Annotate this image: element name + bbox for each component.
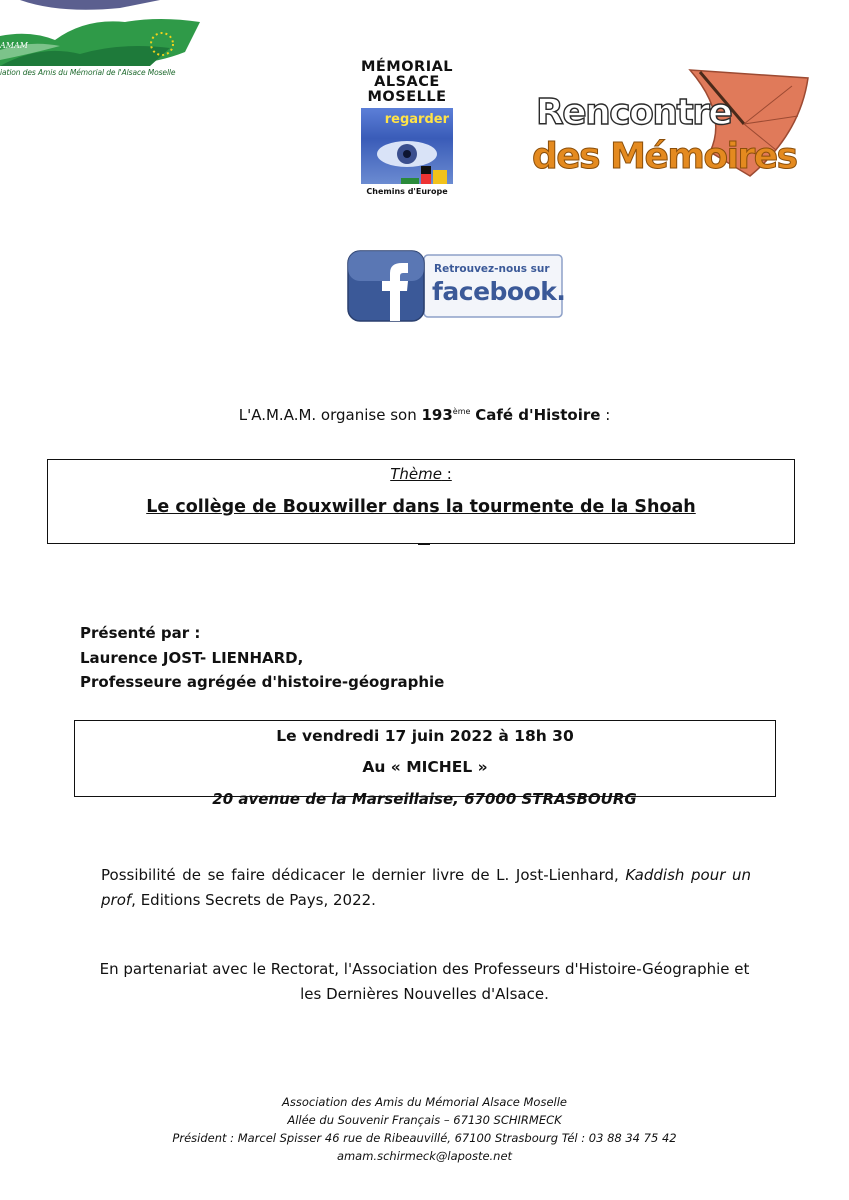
dedication-paragraph bbox=[101, 863, 751, 913]
facebook-badge-caption: Retrouvez-nous sur bbox=[434, 263, 550, 275]
dedication-text: Possibilité de se faire dédicacer le dernier livre de L. Jost-Lienhard, bbox=[101, 866, 626, 884]
partnership-paragraph bbox=[0, 957, 849, 1007]
presenter-name: Laurence JOST- LIENHARD, bbox=[80, 648, 304, 667]
amam-logo-graphic bbox=[0, 0, 205, 70]
amam-logo bbox=[0, 0, 205, 84]
footer-president: Président : Marcel Spisser 46 rue de Ribeauvillé, 67100 Strasbourg Tél : 03 88 34 75 42 bbox=[172, 1131, 677, 1145]
intro-prefix: L'A.M.A.M. organise son bbox=[238, 406, 422, 424]
rencontre-logo-line-1: Rencontre bbox=[536, 92, 732, 133]
footer-association: Association des Amis du Mémorial Alsace Moselle bbox=[281, 1095, 567, 1109]
amam-logo-tag: AMAM bbox=[0, 41, 28, 50]
facebook-wordmark: facebook. bbox=[432, 277, 566, 306]
memorial-logo-eye-image bbox=[361, 108, 453, 184]
rencontre-logo-line-2: des Mémoires bbox=[532, 136, 797, 177]
dedication-rest: , Editions Secrets de Pays, 2022. bbox=[131, 891, 376, 909]
memorial-logo-caption: Chemins d'Europe bbox=[366, 187, 448, 196]
intro-suffix: : bbox=[600, 406, 611, 424]
memorial-logo-line-1: MÉMORIAL bbox=[360, 59, 454, 75]
presenter-block bbox=[80, 621, 444, 695]
footer-email: amam.schirmeck@laposte.net bbox=[336, 1149, 513, 1163]
memorial-logo-line-2: ALSACE bbox=[374, 74, 440, 90]
memorial-logo-regarder: regarder bbox=[384, 112, 449, 127]
footer bbox=[0, 1093, 849, 1165]
footer-address: Allée du Souvenir Français – 67130 SCHIRMECK bbox=[287, 1113, 562, 1127]
amam-logo-caption: iation des Amis du Mémorial de l'Alsace Moselle bbox=[0, 68, 176, 77]
theme-label-line bbox=[48, 465, 794, 483]
intro-superscript: ème bbox=[452, 407, 471, 416]
event-date: Le vendredi 17 juin 2022 à 18h 30 bbox=[276, 727, 574, 745]
theme-title: Le collège de Bouxwiller dans la tourmente de la Shoah bbox=[146, 497, 696, 517]
memorial-logo bbox=[358, 60, 456, 202]
theme-label-colon: : bbox=[441, 465, 452, 483]
theme-box bbox=[47, 459, 795, 544]
rencontre-des-memoires-logo bbox=[530, 64, 810, 182]
event-venue: Au « MICHEL » bbox=[362, 758, 488, 776]
event-address: 20 avenue de la Marseillaise, 67000 STRASBOURG bbox=[212, 790, 637, 808]
divider-dash bbox=[418, 543, 430, 545]
intro-event-name: Café d'Histoire bbox=[475, 406, 601, 424]
intro-number: 193 bbox=[421, 406, 453, 424]
presenter-title: Professeure agrégée d'histoire-géographie bbox=[80, 673, 445, 691]
intro-line bbox=[0, 406, 849, 424]
event-box bbox=[74, 720, 776, 797]
presenter-heading: Présenté par : bbox=[80, 624, 201, 642]
partnership-line-1: En partenariat avec le Rectorat, l'Association des Professeurs d'Histoire-Géographie et bbox=[99, 960, 750, 978]
partnership-line-2: les Dernières Nouvelles d'Alsace. bbox=[300, 985, 549, 1003]
facebook-badge-link[interactable] bbox=[346, 249, 564, 322]
dedication-book-title: Kaddish pour un prof bbox=[101, 866, 751, 909]
memorial-logo-line-3: MOSELLE bbox=[367, 89, 447, 105]
theme-label: Thème bbox=[390, 465, 442, 483]
